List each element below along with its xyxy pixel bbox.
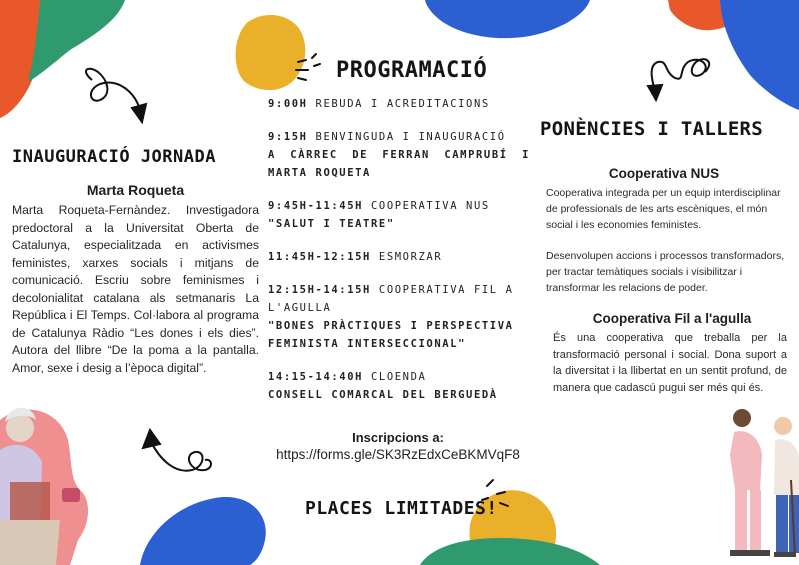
schedule-text: COOPERATIVA NUS <box>370 200 490 212</box>
schedule-time: 11:45H-12:15H <box>268 251 371 263</box>
schedule-item <box>268 248 530 266</box>
two-men-illustration <box>730 409 799 557</box>
schedule-item <box>268 95 530 113</box>
speaker-bio: Marta Roqueta-Fernàndez. Investigadora predoctoral a la Universitat Oberta de Catalunya, especialitzada en activismes feministes, xarxes socials i mitjans de comunicació. Escriu sobre feminismes i decolonialitat catalana als setmanaris La República i El Temps. Col·labora al programa de Catalunya Ràdio “Les dones i els dies”. Autora del llibre “De la poma a la pantalla. Amor, sexe i desig a l’època digital”. <box>12 203 259 375</box>
schedule-item <box>268 128 530 182</box>
schedule-time: 9:45H-11:45H <box>268 200 364 212</box>
schedule-detail: A CÀRREC DE FERRAN CAMPRUBÍ I MARTA ROQUETA <box>268 149 530 179</box>
schedule-text: ESMORZAR <box>378 251 443 263</box>
arrow-bottom-left <box>143 430 211 471</box>
schedule-time: 9:00H <box>268 98 308 110</box>
schedule-time: 9:15H <box>268 131 308 143</box>
nus-description-1: Cooperativa integrada per un equip interdisciplinar de professionals de les arts escèniques, el món social i les economies feministes. <box>546 187 781 231</box>
schedule-text: REBUDA I ACREDITACIONS <box>315 98 490 110</box>
schedule-list <box>268 95 530 404</box>
fil-description: És una cooperativa que treballa per la transformació personal i social. Dona suport a la diversitat i la llibertat en un sentit profund, de manera que cadascú pugui ser més qui és. <box>553 332 787 394</box>
nus-description-2: Desenvolupen accions i processos transformadors, per tractar temàtiques socials i visibilitzar i transformar les relacions de poder. <box>546 250 785 294</box>
schedule-item <box>268 281 530 353</box>
programacio-heading: PROGRAMACIÓ <box>336 58 488 83</box>
schedule-item <box>268 197 530 233</box>
schedule-text: COOPERATIVA FIL A L'AGULLA <box>268 284 514 314</box>
schedule-text: BENVINGUDA I INAUGURACIÓ <box>315 131 506 143</box>
yellow-blob-top <box>236 15 306 90</box>
inauguracio-heading: INAUGURACIÓ JORNADA <box>12 147 216 167</box>
top-left-green-blob <box>28 0 125 82</box>
nus-title: Cooperativa NUS <box>608 166 720 181</box>
ponencies-heading: PONÈNCIES I TALLERS <box>540 118 764 140</box>
bottom-green-blob <box>420 538 600 565</box>
inscripcions-link[interactable]: https://forms.gle/SK3RzEdxCeBKMVqF8 <box>276 447 520 462</box>
inscripcions-label: Inscripcions a: <box>352 430 444 445</box>
arrow-top-left <box>86 69 146 122</box>
top-right-blue-blob <box>720 0 799 110</box>
schedule-text: CLOENDA <box>370 371 427 383</box>
fil-title: Cooperativa Fil a l'agulla <box>592 311 752 326</box>
schedule-detail: "BONES PRÀCTIQUES I PERSPECTIVA FEMINISTA INTERSECCIONAL" <box>268 320 514 350</box>
speaker-name: Marta Roqueta <box>86 182 185 198</box>
schedule-time: 14:15-14:40H <box>268 371 364 383</box>
schedule-time: 12:15H-14:15H <box>268 284 371 296</box>
schedule-item <box>268 368 530 404</box>
places-limitades: PLACES LIMITADES! <box>305 498 498 519</box>
schedule-detail: CONSELL COMARCAL DEL BERGUEDÀ <box>268 389 498 401</box>
top-center-blue-blob <box>425 0 590 38</box>
bottom-blue-blob-left <box>140 497 266 565</box>
arrow-top-right <box>648 59 709 100</box>
schedule-detail: "SALUT I TEATRE" <box>268 218 395 230</box>
